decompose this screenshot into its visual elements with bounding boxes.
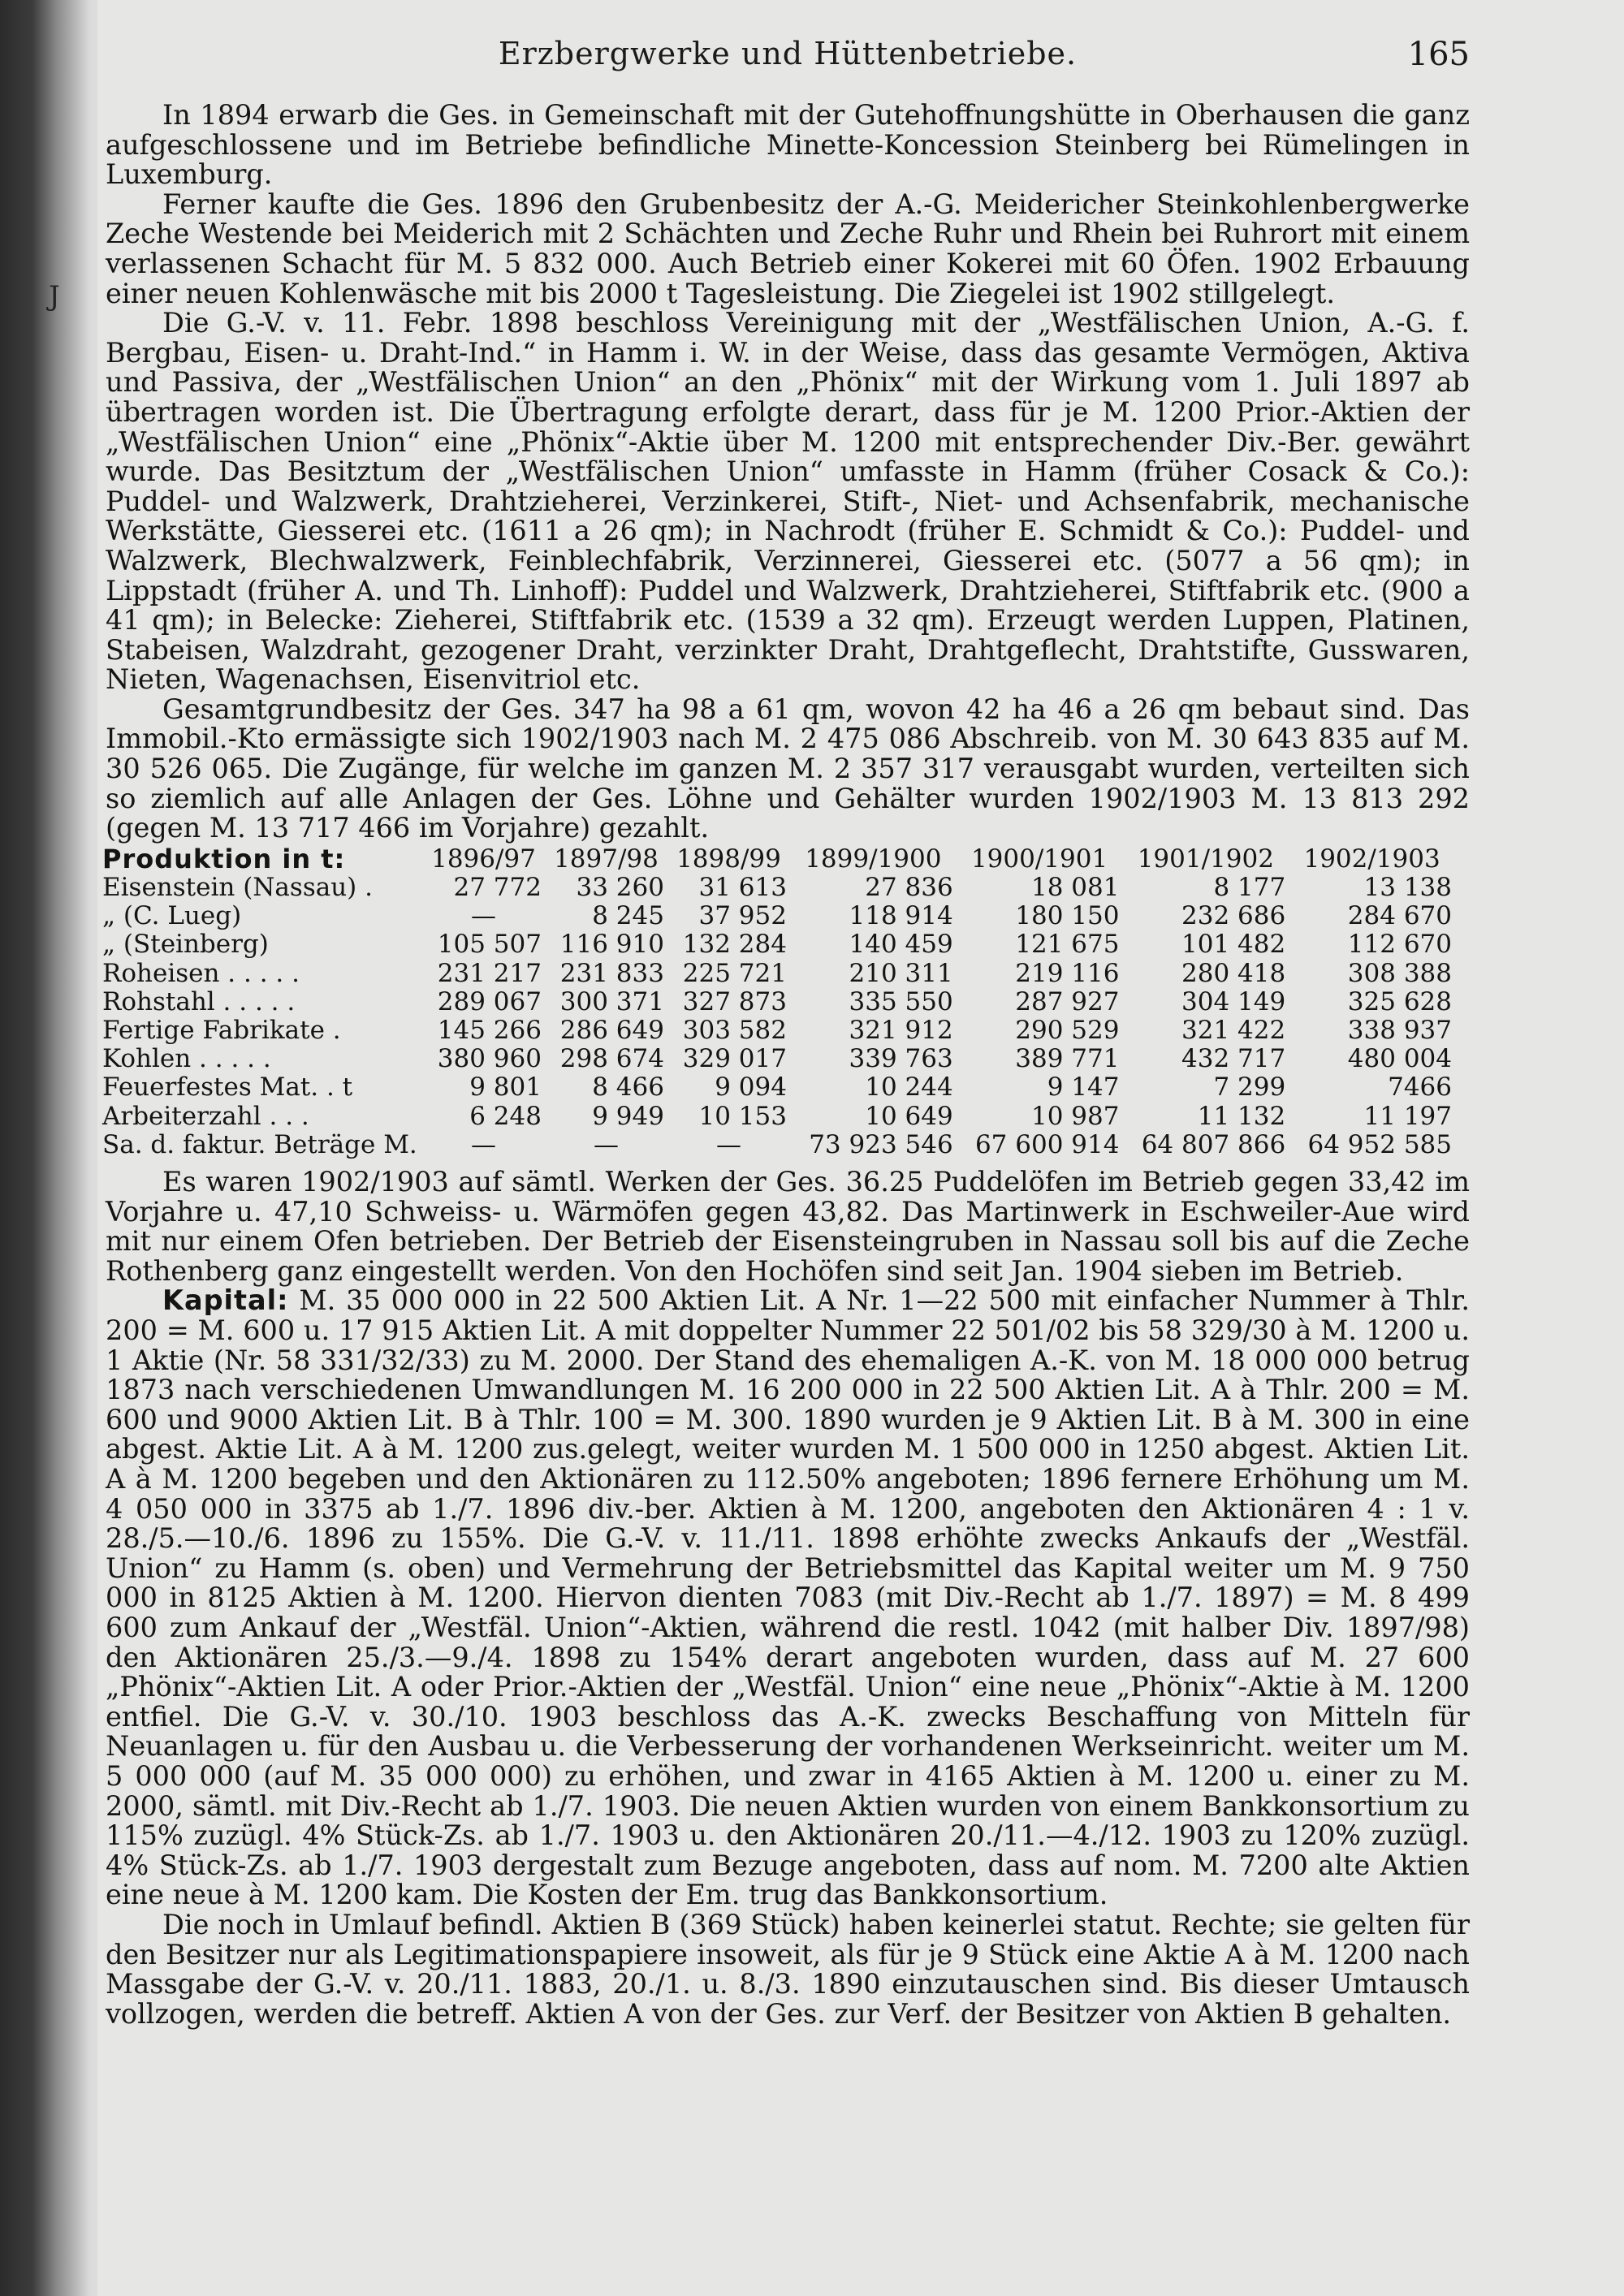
table-cell: 27 836 — [865, 873, 953, 903]
table-row — [99, 902, 1455, 930]
table-cell: 287 927 — [1015, 986, 1120, 1016]
kapital-text: M. 35 000 000 in 22 500 Aktien Lit. A Nr. 1—22 500 mit einfacher Nummer à Thlr. 200 = M. 600 u. 17 915 Aktien Lit. A mit doppelter Nummer 22 501/02 bis 58 329/30 à M. 1200 u. 1 Aktie (Nr. 58 331/32/33) zu M. 2000. Der Stand des ehemaligen A.-K. von M. 18 000 000 betrug 1873 nach verschiedenen Umwandlungen M. 16 200 000 in 22 500 Aktien Lit. A à Thlr. 200 = M. 600 und 9000 Aktien Lit. B à Thlr. 100 = M. 300. 1890 wurden je 9 Aktien Lit. B à M. 300 in eine abgest. Aktie Lit. A à M. 1200 zus.gelegt, weiter wurden M. 1 500 000 in 1250 abgest. Aktien Lit. A à M. 1200 begeben und den Aktionären zu 112.50% angeboten; 1896 fernere Erhöhung um M. 4 050 000 in 3375 ab 1./7. 1896 div.-ber. Aktien à M. 1200, angeboten den Aktionären 4 : 1 v. 28./5.—10./6. 1896 zu 155%. Die G.-V. v. 11./11. 1898 erhöhte zwecks Ankaufs der „Westfäl. Union“ zu Hamm (s. oben) und Vermehrung der Betriebsmittel das Kapital weiter um M. 9 750 000 in 8125 Aktien à M. 1200. Hiervon dienten 7083 (mit Div.-Recht ab 1./7. 1897) = M. 8 499 600 zum Ankauf der „Westfäl. Union“-Aktien, während die restl. 1042 (mit halber Div. 1897/98) den Aktionären 25./3.—9./4. 1898 zu 154% derart angeboten wurden, dass auf M. 27 600 „Phönix“-Aktien Lit. A oder Prior.-Aktien der „Westfäl. Union“ eine neue „Phönix“-Aktie à M. 1200 entfiel. Die G.-V. v. 30./10. 1903 beschloss das A.-K. zwecks Beschaffung von Mitteln für Neuanlagen u. für den Ausbau u. die Verbesserung der vorhandenen Werkseinricht. weiter um M. 5 000 000 (auf M. 35 000 000) zu erhöhen, und zwar in 4165 Aktien à M. 1200 u. einer zu M. 2000, sämtl. mit Div.-Recht ab 1./7. 1903. Die neuen Aktien wurden von einem Bankkonsortium zu 115% zuzügl. 4% Stück-Zs. ab 1./7. 1903 u. den Aktionären 20./11.—4./12. 1903 zu 120% zuzügl. 4% Stück-Zs. ab 1./7. 1903 dergestalt zum Bezuge angeboten, dass auf nom. M. 7200 alte Aktien eine neue à M. 1200 kam. Die Kosten der Em. trug das Bankkonsortium. — [106, 1284, 1471, 1911]
table-cell: 8 177 — [1213, 873, 1286, 903]
table-cell: 325 628 — [1347, 986, 1452, 1016]
page-number: 165 — [1407, 36, 1470, 73]
table-row — [99, 1131, 1455, 1159]
running-title: Erzbergwerke und Hüttenbetriebe. — [498, 36, 1078, 71]
table-cell: 37 952 — [698, 901, 787, 931]
paragraph-7: Die noch in Umlauf befindl. Aktien B (369 Stück) haben keinerlei statut. Rechte; sie gelten für den Besitzer nur als Legitimationspapiere insoweit, als für je 9 Stück eine Aktie A à M. 1200 nach Massgabe der G.-V. v. 20./11. 1883, 20./1. u. 8./3. 1890 einzutauschen sind. Bis dieser Umtausch vollzogen, werden die betreff. Aktien A von der Ges. zur Verf. der Besitzer von Aktien B gehalten. — [106, 1908, 1470, 2030]
table-cell: 232 686 — [1181, 901, 1286, 931]
table-cell: 303 582 — [682, 1016, 787, 1046]
table-cell: 290 529 — [1015, 1016, 1120, 1046]
table-row — [99, 1073, 1455, 1102]
table-cell: 132 284 — [682, 930, 787, 960]
row-label: Roheisen . . . . . — [102, 958, 300, 988]
table-cell: 8 466 — [592, 1072, 664, 1103]
table-cell: 321 422 — [1181, 1016, 1286, 1046]
table-cell: 145 266 — [437, 1016, 542, 1046]
table-cell: 308 388 — [1347, 958, 1452, 988]
table-cell: 7466 — [1388, 1072, 1452, 1103]
table-cell: 180 150 — [1015, 901, 1120, 931]
row-label: Fertige Fabrikate . — [102, 1016, 341, 1046]
row-label: „ (C. Lueg) — [102, 901, 242, 931]
kapital-lead: Kapital: — [162, 1284, 289, 1317]
table-cell: 118 914 — [849, 901, 953, 931]
production-rows — [99, 874, 1455, 1159]
row-label: Arbeiterzahl . . . — [102, 1101, 309, 1131]
table-cell: 300 371 — [559, 986, 664, 1016]
year-header: 1902/1903 — [1303, 844, 1440, 874]
table-cell: 298 674 — [559, 1044, 664, 1074]
table-cell: 33 260 — [576, 873, 664, 903]
table-cell: 31 613 — [698, 873, 787, 903]
table-cell: 140 459 — [849, 930, 953, 960]
table-cell: 10 987 — [1030, 1101, 1120, 1131]
table-cell: 338 937 — [1347, 1016, 1452, 1046]
table-cell: 231 833 — [559, 958, 664, 988]
year-header: 1901/1902 — [1137, 844, 1274, 874]
table-cell: 380 960 — [437, 1044, 542, 1074]
row-label: Kohlen . . . . . — [102, 1044, 271, 1074]
paragraph-1: In 1894 erwarb die Ges. in Gemeinschaft mit der Gutehoffnungshütte in Oberhausen die ganz aufgeschlossene und im Betriebe befindliche Minette-Koncession Steinberg bei Rümelingen in Luxemburg. — [106, 99, 1470, 191]
table-cell: 10 244 — [865, 1072, 953, 1103]
table-cell: 11 197 — [1363, 1101, 1452, 1131]
year-header: 1900/1901 — [970, 844, 1108, 874]
table-cell: 304 149 — [1181, 986, 1286, 1016]
table-cell: 105 507 — [437, 930, 542, 960]
table-cell: 9 094 — [715, 1072, 787, 1103]
table-cell: 64 807 866 — [1141, 1129, 1286, 1159]
paragraph-4: Gesamtgrundbesitz der Ges. 347 ha 98 a 61 qm, wovon 42 ha 46 a 26 qm bebaut sind. Das Immobil.-Kto ermässigte sich 1902/1903 nach M. 2 475 086 Abschreib. von M. 30 643 835 auf M. 30 526 065. Die Zugänge, für welche im ganzen M. 2 357 317 verausgabt wurden, verteilten sich so ziemlich auf alle Anlagen der Ges. Löhne und Gehälter wurden 1902/1903 M. 13 813 292 (gegen M. 13 717 466 im Vorjahre) gezahlt. — [106, 693, 1470, 844]
table-cell: 10 153 — [698, 1101, 787, 1131]
paragraph-3: Die G.-V. v. 11. Febr. 1898 beschloss Vereinigung mit der „Westfälischen Union, A.-G. f. Bergbau, Eisen- u. Draht-Ind.“ in Hamm i. W. in der Weise, dass das gesamte Vermögen, Aktiva und Passiva, der „Westfälischen Union“ an den „Phönix“ mit der Wirkung vom 1. Juli 1897 ab übertragen worden ist. Die Übertragung erfolgte derart, dass für je M. 1200 Prior.-Aktien der „Westfälischen Union“ eine „Phönix“-Aktie über M. 1200 mit entsprechender Div.-Ber. gewährt wurde. Das Besitztum der „Westfälischen Union“ umfasste in Hamm (früher Cosack & Co.): Puddel- und Walzwerk, Drahtzieherei, Verzinkerei, Stift-, Niet- und Achsenfabrik, mechanische Werkstätte, Giesserei etc. (1611 a 26 qm); in Nachrodt (früher E. Schmidt & Co.): Puddel- und Walzwerk, Blechwalzwerk, Feinblechfabrik, Verzinnerei, Giesserei etc. (5077 a 56 qm); in Lippstadt (früher A. und Th. Linhoff): Puddel und Walzwerk, Drahtzieherei, Stiftfabrik etc. (900 a 41 qm); in Belecke: Zieherei, Stiftfabrik etc. (1539 a 32 qm). Erzeugt werden Luppen, Platinen, Stabeisen, Walzdraht, gezogener Draht, verzinkter Draht, Drahtgeflecht, Drahtstifte, Gusswaren, Nieten, Wagenachsen, Eisenvitriol etc. — [106, 307, 1470, 696]
table-row — [99, 988, 1455, 1016]
year-header: 1896/97 — [431, 844, 536, 874]
table-cell: 112 670 — [1347, 930, 1452, 960]
paragraph-2: Ferner kaufte die Ges. 1896 den Grubenbesitz der A.-G. Meidericher Steinkohlenbergwerke Zeche Westende bei Meiderich mit 2 Schächten und Zeche Ruhr und Rhein bei Ruhrort mit einem verlassenen Schacht für M. 5 832 000. Auch Betrieb einer Kokerei mit 60 Öfen. 1902 Erbauung einer neuen Kohlenwäsche mit bis 2000 t Tagesleistung. Die Ziegelei ist 1902 stillgelegt. — [106, 188, 1470, 309]
running-head — [106, 36, 1470, 84]
table-cell: 7 299 — [1213, 1072, 1286, 1103]
table-cell: 480 004 — [1347, 1044, 1452, 1074]
table-cell: 329 017 — [682, 1044, 787, 1074]
table-cell: 27 772 — [453, 873, 542, 903]
table-cell: — — [470, 1129, 496, 1159]
table-cell: 284 670 — [1347, 901, 1452, 931]
table-cell: 286 649 — [559, 1016, 664, 1046]
table-cell: 335 550 — [849, 986, 953, 1016]
table-cell: 321 912 — [849, 1016, 953, 1046]
row-label: Feuerfestes Mat. . t — [102, 1072, 353, 1103]
table-cell: 219 116 — [1015, 958, 1120, 988]
row-label: Rohstahl . . . . . — [102, 986, 296, 1016]
year-header: 1899/1900 — [805, 844, 942, 874]
table-cell: — — [593, 1129, 619, 1159]
table-cell: 13 138 — [1363, 873, 1452, 903]
page-body — [102, 99, 1471, 2030]
table-row — [99, 1103, 1455, 1131]
table-cell: — — [715, 1129, 741, 1159]
table-row — [99, 1045, 1455, 1073]
table-cell: 339 763 — [849, 1044, 953, 1074]
production-title: Produktion in t: — [102, 843, 346, 874]
table-cell: 11 132 — [1197, 1101, 1286, 1131]
table-cell: 6 248 — [469, 1101, 542, 1131]
table-cell: 432 717 — [1181, 1044, 1286, 1074]
table-cell: 121 675 — [1015, 930, 1120, 960]
production-header-row — [99, 845, 1455, 874]
table-row — [99, 1016, 1455, 1045]
table-cell: 67 600 914 — [974, 1129, 1120, 1159]
paragraph-5: Es waren 1902/1903 auf sämtl. Werken der Ges. 36.25 Puddelöfen im Betrieb gegen 33,42 im Vorjahre u. 47,10 Schweiss- u. Wärmöfen gegen 43,82. Das Martinwerk in Eschweiler-Aue wird mit nur einem Ofen betrieben. Der Betrieb der Eisensteingruben in Nassau soll bis auf die Zeche Rothenberg ganz eingestellt werden. Von den Hochöfen sind seit Jan. 1904 sieben im Betrieb. — [106, 1166, 1470, 1287]
table-row — [99, 874, 1455, 902]
table-cell: 73 923 546 — [809, 1129, 953, 1159]
table-cell: 116 910 — [559, 930, 664, 960]
row-label: Sa. d. faktur. Beträge M. — [102, 1129, 417, 1159]
table-cell: 280 418 — [1181, 958, 1286, 988]
table-cell: 101 482 — [1181, 930, 1286, 960]
table-row — [99, 960, 1455, 988]
table-cell: 64 952 585 — [1307, 1129, 1452, 1159]
table-cell: 18 081 — [1030, 873, 1120, 903]
table-cell: 8 245 — [592, 901, 664, 931]
table-cell: 389 771 — [1015, 1044, 1120, 1074]
table-cell: 289 067 — [437, 986, 542, 1016]
table-cell: — — [470, 901, 496, 931]
table-cell: 225 721 — [682, 958, 787, 988]
row-label: „ (Steinberg) — [102, 930, 269, 960]
table-cell: 9 801 — [469, 1072, 542, 1103]
table-cell: 327 873 — [682, 986, 787, 1016]
production-table — [99, 845, 1455, 1159]
table-cell: 10 649 — [865, 1101, 953, 1131]
table-cell: 231 217 — [437, 958, 542, 988]
paragraph-kapital — [106, 1286, 1470, 1910]
table-cell: 9 147 — [1047, 1072, 1120, 1103]
year-header: 1898/99 — [676, 844, 781, 874]
year-header: 1897/98 — [554, 844, 659, 874]
table-cell: 210 311 — [849, 958, 953, 988]
row-label: Eisenstein (Nassau) . — [102, 873, 373, 903]
table-cell: 9 949 — [592, 1101, 664, 1131]
margin-mark: J — [49, 280, 60, 313]
table-row — [99, 930, 1455, 959]
